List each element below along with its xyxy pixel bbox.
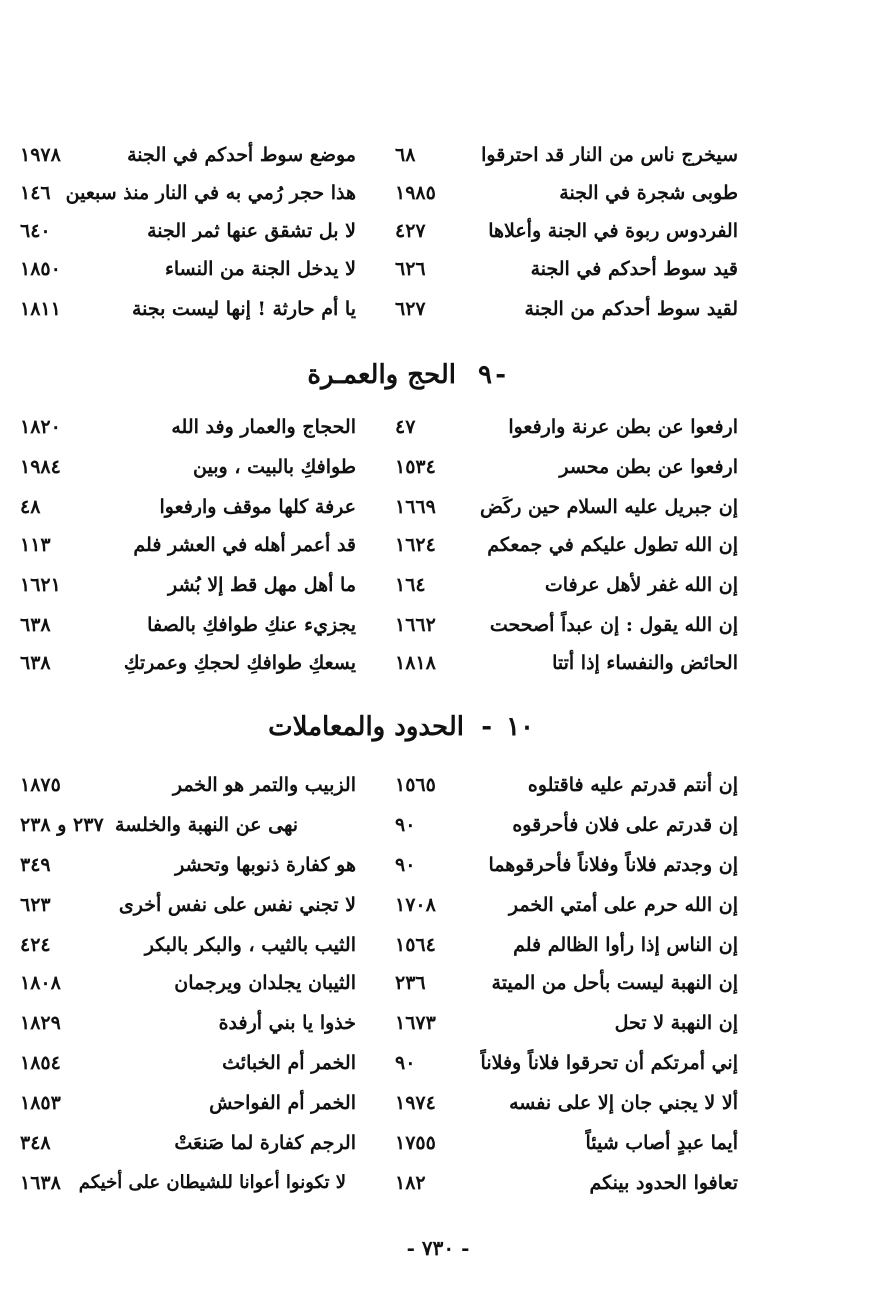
section-title: الحدود والمعاملات [268, 712, 464, 742]
index-row [0, 1084, 876, 1122]
entry-number: ٢٣٧ و ٢٣٨ [20, 814, 104, 836]
entry-number: ٦٢٦ [395, 258, 426, 280]
section-number: ١٠ [506, 712, 534, 742]
entry-number: ١٧٥٥ [395, 1132, 436, 1154]
entry-text: لا يدخل الجنة من النساء [164, 258, 356, 280]
entry-text: إن النهبة ليست بأحل من الميتة [491, 972, 738, 994]
entry-number: ٦٢٣ [20, 894, 51, 916]
entry-text: إن قدرتم على فلان فأحرقوه [512, 814, 738, 836]
index-row [0, 408, 876, 446]
index-row [0, 644, 876, 682]
entry-text: الرجم كفارة لما صَنعَتْ [174, 1132, 356, 1154]
entry-number: ١٨٠٨ [20, 972, 61, 994]
section-number: ٩ [478, 360, 492, 390]
entry-text: يسعكِ طوافكِ لحجكِ وعمرتكِ [123, 652, 356, 674]
entry-text: لقيد سوط أحدكم من الجنة [524, 298, 738, 320]
entry-text: إن النهبة لا تحل [614, 1012, 738, 1034]
entry-number: ٩٠ [395, 1052, 416, 1074]
entry-text: لا تجني نفس على نفس أخرى [118, 894, 356, 916]
entry-number: ١٦٢٤ [395, 534, 436, 556]
entry-text: إن الله يقول : إن عبداً أصححت [489, 614, 738, 636]
entry-text: إن الله حرم على أمتي الخمر [508, 894, 738, 916]
entry-text: لا تكونوا أعوانا للشيطان على أخيكم [78, 1172, 346, 1193]
index-row [0, 766, 876, 804]
index-row [0, 1164, 876, 1202]
entry-text: خذوا يا بني أرفدة [218, 1012, 356, 1034]
entry-text: هذا حجر رُمي به في النار منذ سبعين [65, 182, 356, 204]
index-row [0, 290, 876, 328]
entry-number: ١٨٥٠ [20, 258, 61, 280]
entry-text: الثيبان يجلدان ويرجمان [174, 972, 356, 994]
entry-text: طوافكِ بالبيت ، وبين [193, 456, 356, 478]
entry-text: الثيب بالثيب ، والبكر بالبكر [144, 934, 356, 956]
index-row [0, 250, 876, 288]
entry-text: سيخرج ناس من النار قد احترقوا [481, 144, 738, 166]
entry-number: ٦٣٨ [20, 614, 51, 636]
entry-text: ارفعوا عن بطن عرنة وارفعوا [508, 416, 738, 438]
entry-number: ١٨٥٣ [20, 1092, 61, 1114]
index-row [0, 212, 876, 250]
entry-text: ارفعوا عن بطن محسر [559, 456, 738, 478]
entry-number: ١٦٤ [395, 574, 426, 596]
page-number: - ٧٣٠ - [406, 1236, 470, 1260]
entry-text: طوبى شجرة في الجنة [559, 182, 738, 204]
entry-number: ٣٤٨ [20, 1132, 51, 1154]
entry-text: إني أمرتكم أن تحرقوا فلاناً وفلاناً [480, 1052, 738, 1074]
entry-number: ٤٨ [20, 496, 41, 518]
entry-text: نهى عن النهبة والخلسة [115, 814, 298, 836]
entry-text: إن أنتم قدرتم عليه فاقتلوه [527, 774, 738, 796]
entry-text: قد أعمر أهله في العشر فلم [133, 534, 356, 556]
index-row [0, 1004, 876, 1042]
entry-number: ١٨٥٤ [20, 1052, 61, 1074]
index-row [0, 886, 876, 924]
entry-number: ١٨٧٥ [20, 774, 61, 796]
entry-number: ٦٨ [395, 144, 416, 166]
entry-number: ٤٢٧ [395, 220, 426, 242]
entry-text: إن الله تطول عليكم في جمعكم [487, 534, 738, 556]
entry-number: ١٨١٨ [395, 652, 436, 674]
entry-number: ١٧٠٨ [395, 894, 436, 916]
entry-number: ٣٤٩ [20, 854, 51, 876]
entry-number: ١٤٦ [20, 182, 51, 204]
index-row [0, 846, 876, 884]
entry-text: إن جبريل عليه السلام حين ركَض [479, 496, 738, 518]
index-row [0, 964, 876, 1002]
index-row [0, 1124, 876, 1162]
entry-number: ١٩٧٤ [395, 1092, 436, 1114]
entry-text: الزبيب والتمر هو الخمر [172, 774, 356, 796]
section-heading: ١٠ - الحدود والمعاملات [0, 702, 876, 752]
entry-number: ١٨١١ [20, 298, 61, 320]
entry-text: أيما عبدٍ أصاب شيئاً [585, 1132, 738, 1154]
entry-number: ٩٠ [395, 854, 416, 876]
entry-text: تعافوا الحدود بينكم [589, 1172, 738, 1194]
entry-number: ٦٢٧ [395, 298, 426, 320]
entry-number: ١٦٧٣ [395, 1012, 436, 1034]
entry-number: ٦٣٨ [20, 652, 51, 674]
entry-number: ٤٧ [395, 416, 416, 438]
entry-text: الخمر أم الفواحش [209, 1092, 356, 1114]
index-row [0, 566, 876, 604]
entry-number: ١٦٦٢ [395, 614, 436, 636]
index-row [0, 806, 876, 844]
entry-text: الخمر أم الخبائث [222, 1052, 356, 1074]
entry-number: ١٦٢١ [20, 574, 61, 596]
entry-text: الفردوس ربوة في الجنة وأعلاها [488, 220, 738, 242]
entry-number: ١٦٣٨ [20, 1172, 61, 1194]
entry-number: ١٨٢ [395, 1172, 426, 1194]
entry-number: ٩٠ [395, 814, 416, 836]
entry-number: ١٦٦٩ [395, 496, 436, 518]
section-title: الحج والعمـرة [307, 360, 456, 390]
entry-number: ١٨٢٠ [20, 416, 61, 438]
entry-number: ١٥٣٤ [395, 456, 436, 478]
entry-text: ألا لا يجني جان إلا على نفسه [509, 1092, 738, 1114]
entry-number: ١٥٦٥ [395, 774, 436, 796]
entry-number: ١٩٨٤ [20, 456, 61, 478]
entry-number: ١٨٢٩ [20, 1012, 61, 1034]
index-row [0, 606, 876, 644]
entry-text: عرفة كلها موقف وارفعوا [159, 496, 356, 518]
entry-text: إن وجدتم فلاناً وفلاناً فأحرقوهما [488, 854, 738, 876]
entry-text: الحائض والنفساء إذا أتتا [552, 652, 738, 674]
entry-text: هو كفارة ذنوبها وتحشر [175, 854, 356, 876]
entry-number: ١٩٧٨ [20, 144, 61, 166]
entry-text: إن الله غفر لأهل عرفات [544, 574, 738, 596]
entry-number: ١١٣ [20, 534, 51, 556]
section-heading: ٩ - الحج والعمـرة [0, 350, 876, 400]
index-row [0, 136, 876, 174]
index-row [0, 448, 876, 486]
entry-text: قيد سوط أحدكم في الجنة [530, 258, 738, 280]
entry-text: الحجاج والعمار وفد الله [171, 416, 356, 438]
entry-number: ١٩٨٥ [395, 182, 436, 204]
index-row [0, 526, 876, 564]
entry-text: لا بل تشقق عنها ثمر الجنة [147, 220, 356, 242]
entry-text: موضع سوط أحدكم في الجنة [127, 144, 356, 166]
entry-text: يا أم حارثة ! إنها ليست بجنة [131, 298, 356, 320]
entry-number: ٢٣٦ [395, 972, 426, 994]
index-row [0, 1044, 876, 1082]
entry-number: ١٥٦٤ [395, 934, 436, 956]
entry-text: إن الناس إذا رأوا الظالم فلم [513, 934, 738, 956]
index-row [0, 926, 876, 964]
index-row [0, 488, 876, 526]
entry-number: ٤٢٤ [20, 934, 51, 956]
entry-text: يجزيء عنكِ طوافكِ بالصفا [147, 614, 356, 636]
entry-text: ما أهل مهل قط إلا بُشر [167, 574, 356, 596]
entry-number: ٦٤٠ [20, 220, 51, 242]
index-row [0, 174, 876, 212]
